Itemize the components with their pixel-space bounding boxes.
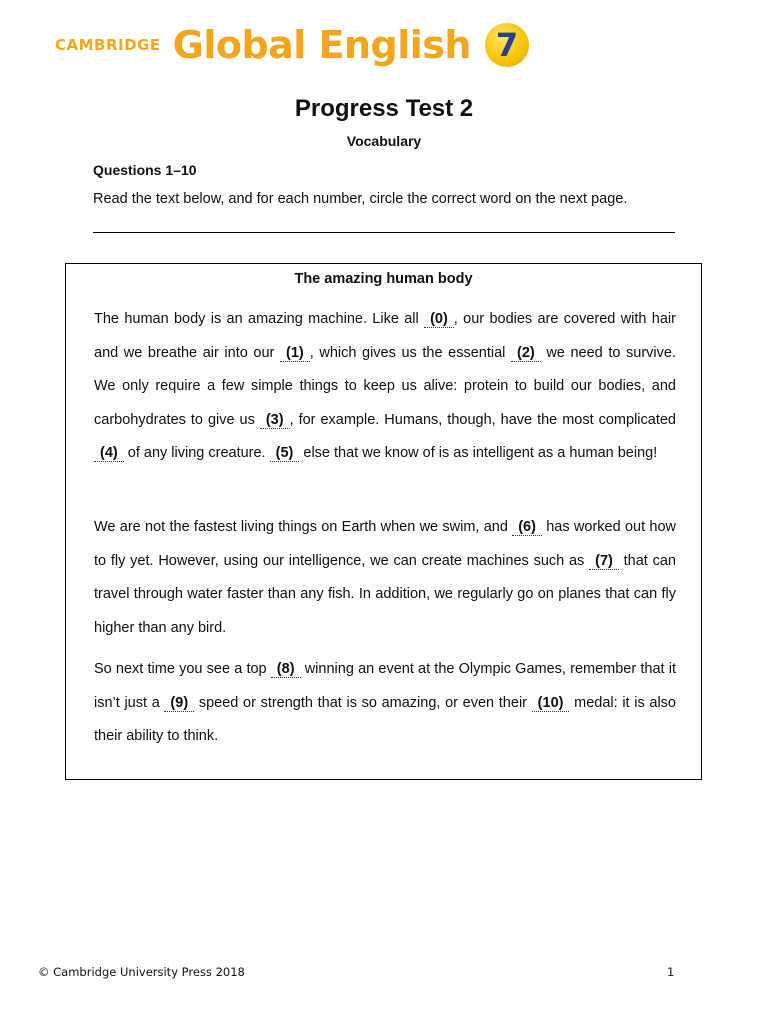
passage-text: , for example. Humans, though, have the most complicated: [289, 411, 676, 428]
passage-text: The human body is an amazing machine. Like all: [94, 311, 425, 327]
questions-heading: Questions 1–10: [93, 162, 197, 178]
passage-text: we need to survive. We only require a few simple things to keep us alive: protein to build our bodies, and carbohydrates to give us: [94, 344, 676, 428]
passage-text: that can travel through water faster than any fish. In addition, we regularly go on planes that can fly higher than any bird.: [94, 552, 676, 636]
page-number: 1: [667, 965, 675, 979]
gap-6: (6): [512, 519, 542, 536]
passage-text: has worked out how to fly yet. However, using our intelligence, we can create machines such as: [94, 519, 676, 569]
gap-2: (2): [511, 345, 541, 362]
passage-text: else that we know of is as intelligent as a human being!: [299, 445, 658, 462]
gap-8: (8): [271, 661, 301, 678]
passage-text: medal: it is also their ability to think.: [94, 694, 676, 745]
passage-paragraph-3: [94, 653, 676, 754]
brand-prefix: CAMBRIDGE: [55, 36, 161, 54]
copyright: © Cambridge University Press 2018: [38, 965, 245, 979]
gap-3: (3): [260, 412, 290, 429]
brand-name: Global English: [172, 23, 471, 67]
brand-logo: [55, 20, 529, 70]
passage-paragraph-1: [94, 303, 676, 471]
divider: [93, 232, 675, 233]
gap-10: (10): [532, 695, 570, 712]
passage-text: We are not the fastest living things on Earth when we swim, and: [94, 519, 513, 535]
passage-title: The amazing human body: [294, 271, 473, 287]
page-subtitle: Vocabulary: [346, 133, 422, 149]
level-badge: 7: [485, 23, 529, 67]
page-title: Progress Test 2: [294, 95, 474, 122]
gap-5: (5): [270, 445, 300, 462]
gap-9: (9): [164, 695, 194, 712]
passage-text: So next time you see a top: [94, 661, 271, 677]
instructions: Read the text below, and for each number, circle the correct word on the next page.: [93, 191, 628, 207]
passage-text: winning an event at the Olympic Games, remember that it isn’t just a: [94, 661, 676, 711]
passage-text: , which gives us the essential: [309, 344, 511, 361]
passage-box: [65, 263, 702, 780]
gap-7: (7): [589, 553, 619, 570]
passage-text: speed or strength that is so amazing, or even their: [194, 694, 532, 711]
gap-4: (4): [94, 445, 124, 462]
passage-text: , our bodies are covered with hair and we breathe air into our: [94, 311, 676, 361]
passage-text: of any living creature.: [123, 445, 270, 462]
gap-0: (0): [424, 311, 454, 328]
passage-paragraph-2: [94, 511, 676, 645]
gap-1: (1): [280, 345, 310, 362]
